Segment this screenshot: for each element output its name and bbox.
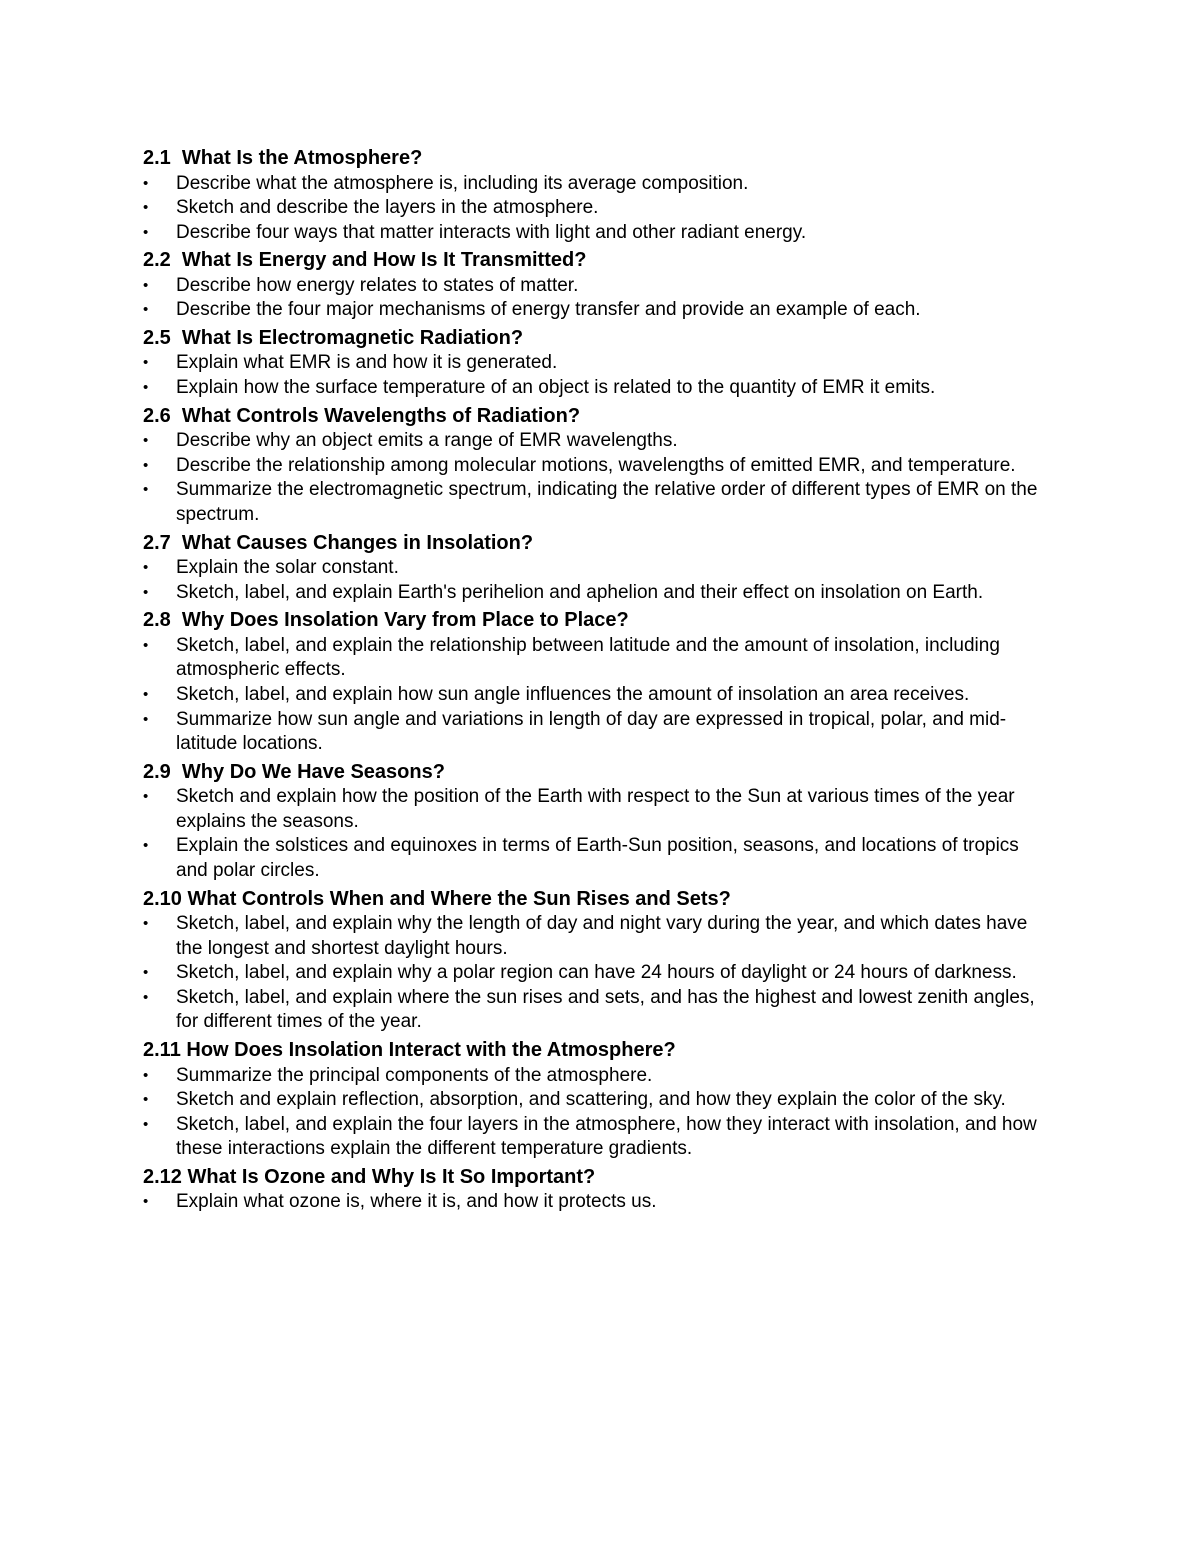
list-item bbox=[143, 172, 1053, 197]
list-item bbox=[143, 1190, 1053, 1215]
list-item-text: Describe the four major mechanisms of energy transfer and provide an example of each. bbox=[176, 299, 921, 321]
list-item-text: Explain the solstices and equinoxes in terms of Earth-Sun position, seasons, and locations of tropics and polar circles. bbox=[176, 835, 1019, 881]
list-item bbox=[143, 274, 1053, 299]
list-item-text: Sketch, label, and explain where the sun rises and sets, and has the highest and lowest zenith angles, for different times of the year. bbox=[176, 986, 1035, 1033]
list-item bbox=[143, 556, 1053, 581]
section-heading: 2.2 What Is Energy and How Is It Transmitted? bbox=[143, 249, 587, 272]
bullet-icon: • bbox=[143, 1091, 149, 1109]
list-item-text: Explain what EMR is and how it is generated. bbox=[176, 352, 558, 374]
bullet-icon: • bbox=[143, 301, 149, 319]
section-heading: 2.6 What Controls Wavelengths of Radiation? bbox=[143, 404, 581, 427]
list-item-text: Describe how energy relates to states of matter. bbox=[176, 274, 579, 296]
bullet-icon: • bbox=[143, 964, 149, 982]
bullet-icon: • bbox=[143, 432, 149, 450]
bullet-list bbox=[143, 351, 1053, 400]
list-item bbox=[143, 708, 1053, 757]
list-item-text: Explain the solar constant. bbox=[176, 557, 399, 579]
bullet-icon: • bbox=[143, 710, 149, 728]
list-item bbox=[143, 196, 1053, 221]
bullet-icon: • bbox=[143, 1193, 149, 1211]
list-item-text: Sketch, label, and explain the relationship between latitude and the amount of insolation, including atmospheric effects. bbox=[176, 634, 1000, 681]
list-item-text: Sketch, label, and explain the four layers in the atmosphere, how they interact with insolation, and how these interactions explain the different temperature gradients. bbox=[176, 1113, 1037, 1160]
bullet-icon: • bbox=[143, 988, 149, 1006]
objective-section bbox=[143, 326, 1053, 401]
bullet-list bbox=[143, 172, 1053, 246]
bullet-list bbox=[143, 1190, 1053, 1215]
bullet-list bbox=[143, 556, 1053, 605]
list-item bbox=[143, 376, 1053, 401]
list-item-text: Describe the relationship among molecular motions, wavelengths of emitted EMR, and temperature. bbox=[176, 454, 1016, 476]
list-item bbox=[143, 912, 1053, 961]
list-item bbox=[143, 221, 1053, 246]
list-item-text: Sketch, label, and explain why the length of day and night vary during the year, and which dates have the longest and shortest daylight hours. bbox=[176, 913, 1028, 959]
bullet-icon: • bbox=[143, 223, 149, 241]
list-item-text: Describe why an object emits a range of EMR wavelengths. bbox=[176, 430, 678, 452]
list-item bbox=[143, 683, 1053, 708]
objective-section bbox=[143, 608, 1053, 756]
bullet-icon: • bbox=[143, 276, 149, 294]
list-item-text: Summarize the electromagnetic spectrum, indicating the relative order of different types of EMR on the spectrum. bbox=[176, 479, 1038, 525]
list-item bbox=[143, 581, 1053, 606]
objective-section bbox=[143, 248, 1053, 323]
section-heading: 2.11 How Does Insolation Interact with the Atmosphere? bbox=[143, 1039, 676, 1062]
bullet-icon: • bbox=[143, 837, 149, 855]
section-heading: 2.10 What Controls When and Where the Sun Rises and Sets? bbox=[143, 887, 731, 910]
objective-section bbox=[143, 760, 1053, 884]
bullet-icon: • bbox=[143, 788, 149, 806]
bullet-icon: • bbox=[143, 559, 149, 577]
section-heading: 2.12 What Is Ozone and Why Is It So Important? bbox=[143, 1165, 596, 1188]
bullet-list bbox=[143, 429, 1053, 527]
list-item-text: Sketch, label, and explain Earth's perihelion and aphelion and their effect on insolation on Earth. bbox=[176, 581, 984, 603]
list-item-text: Sketch, label, and explain how sun angle influences the amount of insolation an area receives. bbox=[176, 683, 970, 705]
list-item bbox=[143, 429, 1053, 454]
list-item-text: Describe what the atmosphere is, including its average composition. bbox=[176, 172, 749, 194]
document-page bbox=[143, 146, 1053, 1218]
section-heading: 2.9 Why Do We Have Seasons? bbox=[143, 760, 445, 783]
list-item bbox=[143, 1088, 1053, 1113]
list-item-text: Describe four ways that matter interacts with light and other radiant energy. bbox=[176, 221, 807, 243]
bullet-icon: • bbox=[143, 174, 149, 192]
list-item-text: Summarize how sun angle and variations in length of day are expressed in tropical, polar, and mid-latitude locations. bbox=[176, 708, 1007, 755]
bullet-icon: • bbox=[143, 583, 149, 601]
bullet-list bbox=[143, 1064, 1053, 1162]
list-item bbox=[143, 454, 1053, 479]
list-item-text: Explain what ozone is, where it is, and how it protects us. bbox=[176, 1191, 657, 1213]
list-item-text: Explain how the surface temperature of an object is related to the quantity of EMR it emits. bbox=[176, 377, 936, 399]
objective-section bbox=[143, 1038, 1053, 1162]
list-item bbox=[143, 785, 1053, 834]
bullet-icon: • bbox=[143, 1115, 149, 1133]
bullet-icon: • bbox=[143, 915, 149, 933]
list-item bbox=[143, 986, 1053, 1035]
section-heading: 2.8 Why Does Insolation Vary from Place to Place? bbox=[143, 609, 629, 632]
bullet-icon: • bbox=[143, 379, 149, 397]
bullet-icon: • bbox=[143, 685, 149, 703]
bullet-list bbox=[143, 785, 1053, 883]
bullet-icon: • bbox=[143, 199, 149, 217]
list-item-text: Sketch and explain how the position of the Earth with respect to the Sun at various times of the year explains the seasons. bbox=[176, 786, 1015, 832]
bullet-icon: • bbox=[143, 456, 149, 474]
list-item bbox=[143, 478, 1053, 527]
list-item bbox=[143, 298, 1053, 323]
objective-section bbox=[143, 1165, 1053, 1215]
bullet-icon: • bbox=[143, 481, 149, 499]
list-item bbox=[143, 634, 1053, 683]
list-item-text: Sketch and explain reflection, absorption, and scattering, and how they explain the color of the sky. bbox=[176, 1089, 1006, 1111]
objective-section bbox=[143, 887, 1053, 1035]
list-item bbox=[143, 351, 1053, 376]
list-item bbox=[143, 1113, 1053, 1162]
bullet-icon: • bbox=[143, 636, 149, 654]
bullet-icon: • bbox=[143, 354, 149, 372]
objective-section bbox=[143, 146, 1053, 245]
list-item bbox=[143, 1064, 1053, 1089]
objective-section bbox=[143, 404, 1053, 528]
list-item-text: Sketch, label, and explain why a polar region can have 24 hours of daylight or 24 hours of darkness. bbox=[176, 962, 1017, 984]
bullet-list bbox=[143, 634, 1053, 757]
list-item-text: Sketch and describe the layers in the atmosphere. bbox=[176, 197, 599, 219]
list-item bbox=[143, 961, 1053, 986]
bullet-list bbox=[143, 912, 1053, 1035]
bullet-icon: • bbox=[143, 1066, 149, 1084]
section-heading: 2.1 What Is the Atmosphere? bbox=[143, 147, 423, 169]
objective-section bbox=[143, 531, 1053, 606]
list-item-text: Summarize the principal components of the atmosphere. bbox=[176, 1064, 653, 1086]
list-item bbox=[143, 834, 1053, 883]
section-heading: 2.5 What Is Electromagnetic Radiation? bbox=[143, 326, 524, 349]
bullet-list bbox=[143, 274, 1053, 323]
section-heading: 2.7 What Causes Changes in Insolation? bbox=[143, 531, 534, 554]
